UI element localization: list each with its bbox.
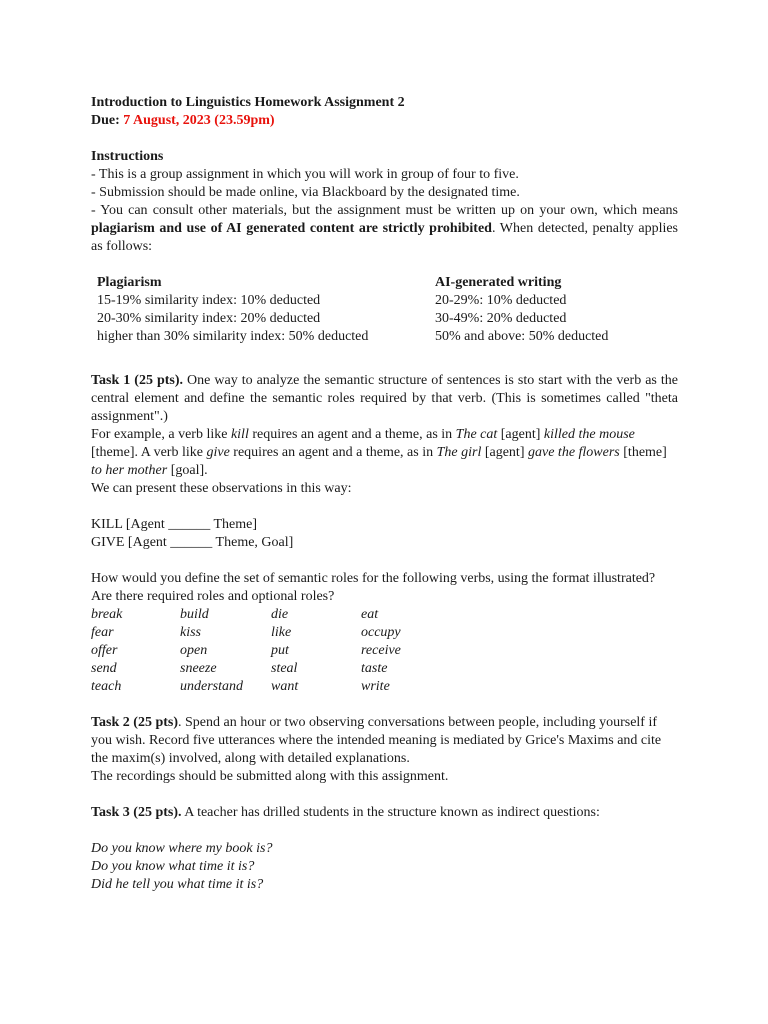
assignment-title: Introduction to Linguistics Homework Assignment 2	[91, 95, 405, 110]
task1-present-line: We can present these observations in this way:	[91, 481, 352, 496]
instruction-item-1: - This is a group assignment in which you will work in group of four to five.	[91, 167, 519, 182]
plagiarism-row: higher than 30% similarity index: 50% deducted	[97, 329, 369, 344]
due-date: 7 August, 2023 (23.59pm)	[123, 113, 275, 128]
plagiarism-row: 20-30% similarity index: 20% deducted	[97, 311, 321, 326]
plagiarism-row: 15-19% similarity index: 10% deducted	[97, 293, 321, 308]
instruction-item-2: - Submission should be made online, via Blackboard by the designated time.	[91, 185, 520, 200]
ai-writing-heading: AI-generated writing	[435, 275, 562, 290]
verb-list	[91, 606, 678, 696]
verb-item: build	[180, 607, 209, 622]
task1-paragraph: Task 1 (25 pts). One way to analyze the semantic structure of sentences is sto start with the verb as the central element and define the semantic roles required by that verb. (This is sometimes called "theta assignment".)	[91, 373, 678, 424]
task2-label: Task 2 (25 pts)	[91, 715, 179, 730]
due-line	[91, 112, 678, 130]
verb-item: like	[271, 625, 292, 640]
verb-item: want	[271, 679, 299, 694]
task1-question: How would you define the set of semantic roles for the following verbs, using the format illustrated? Are there required roles and optional roles?	[91, 571, 656, 604]
verb-item: die	[271, 607, 289, 622]
verb-item: understand	[180, 679, 243, 694]
indirect-question-example: Do you know what time it is?	[91, 859, 255, 874]
plagiarism-heading: Plagiarism	[97, 275, 162, 290]
indirect-question-example: Did he tell you what time it is?	[91, 877, 264, 892]
verb-item: write	[361, 679, 390, 694]
document-body	[91, 94, 678, 894]
ai-row: 30-49%: 20% deducted	[435, 311, 567, 326]
prohibition-text: plagiarism and use of AI generated content are strictly prohibited	[91, 221, 492, 236]
verb-item: taste	[361, 661, 388, 676]
ai-row: 50% and above: 50% deducted	[435, 329, 609, 344]
task1-example: For example, a verb like kill requires an agent and a theme, as in The cat [agent] killed the mouse [theme]. A verb like give requires an agent and a theme, as in The girl [agent] gave the flowers [theme] to her mother [goal].	[91, 427, 667, 478]
task3-paragraph: Task 3 (25 pts). A teacher has drilled students in the structure known as indirect questions:	[91, 805, 600, 820]
verb-item: offer	[91, 643, 118, 658]
ai-row: 20-29%: 10% deducted	[435, 293, 567, 308]
task2-submission-note: The recordings should be submitted along with this assignment.	[91, 769, 449, 784]
task2-paragraph: Task 2 (25 pts). Spend an hour or two observing conversations between people, including yourself if you wish. Record five utterances where the intended meaning is mediated by Grice's Maxims and cite the maxim(s) involved, along with detailed explanations.	[91, 715, 662, 766]
give-frame: GIVE [Agent ______ Theme, Goal]	[91, 535, 294, 550]
verb-item: receive	[361, 643, 401, 658]
verb-item: sneeze	[180, 661, 217, 676]
verb-item: break	[91, 607, 123, 622]
instruction-item-3: - You can consult other materials, but the assignment must be written up on your own, which means plagiarism and use of AI generated content are strictly prohibited. When detected, penalty applies as follows:	[91, 203, 679, 254]
verb-item: eat	[361, 607, 379, 622]
kill-frame: KILL [Agent ______ Theme]	[91, 517, 258, 532]
due-label: Due:	[91, 113, 120, 128]
indirect-question-example: Do you know where my book is?	[91, 841, 273, 856]
verb-item: teach	[91, 679, 122, 694]
instructions-heading: Instructions	[91, 149, 164, 164]
verb-item: occupy	[361, 625, 401, 640]
verb-item: put	[271, 643, 289, 658]
verb-item: fear	[91, 625, 114, 640]
task1-label: Task 1 (25 pts).	[91, 373, 184, 388]
verb-item: send	[91, 661, 117, 676]
verb-item: open	[180, 643, 208, 658]
task3-label: Task 3 (25 pts).	[91, 805, 182, 820]
verb-item: kiss	[180, 625, 201, 640]
verb-item: steal	[271, 661, 298, 676]
penalty-table	[91, 274, 678, 346]
